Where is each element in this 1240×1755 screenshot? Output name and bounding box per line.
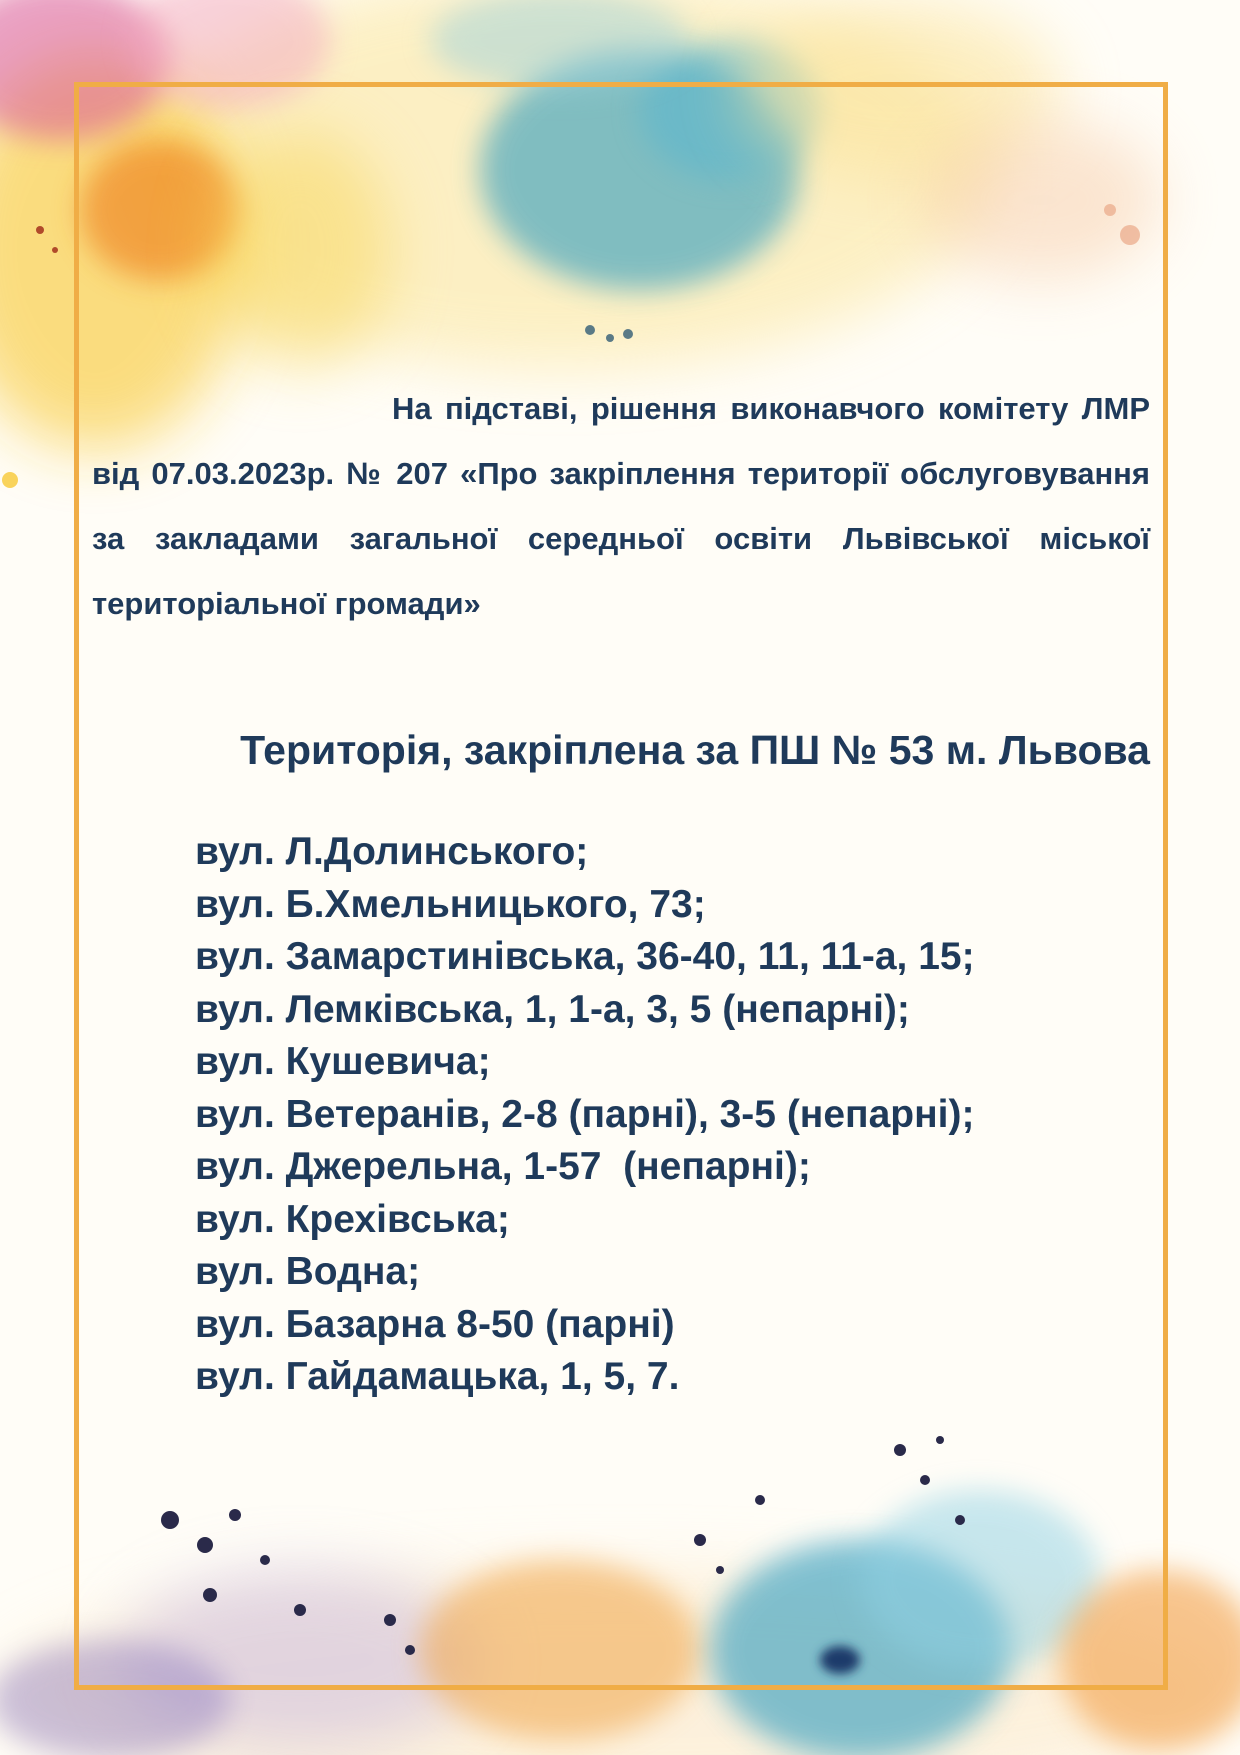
street-list-item: вул. Лемківська, 1, 1-а, 3, 5 (непарні); bbox=[195, 987, 910, 1031]
intro-paragraph: На підставі, рішення виконавчого комітету ЛМР від 07.03.2023р. № 207 «Про закріплення території обслуговування за закладами загальної середньої освіти Львівської міської територіальної громади» bbox=[92, 391, 1150, 621]
street-list-item: вул. Гайдамацька, 1, 5, 7. bbox=[195, 1355, 680, 1398]
street-list-item: вул. Л.Долинського; bbox=[195, 830, 589, 873]
street-list-item: вул. Джерельна, 1-57 (непарні); bbox=[195, 1145, 811, 1188]
street-list bbox=[195, 826, 1155, 1404]
street-list-item: вул. Замарстинівська, 36-40, 11, 11-а, 15; bbox=[195, 935, 975, 978]
street-list-item: вул. Крехівська; bbox=[195, 1197, 510, 1241]
street-list-item: вул. Ветеранів, 2-8 (парні), 3-5 (непарні); bbox=[195, 1092, 975, 1136]
street-list-item: вул. Водна; bbox=[195, 1250, 421, 1293]
street-list-item: вул. Б.Хмельницького, 73; bbox=[195, 882, 706, 926]
street-list-item: вул. Базарна 8-50 (парні) bbox=[195, 1302, 675, 1346]
territory-title: Територія, закріплена за ПШ № 53 м. Львова bbox=[240, 727, 1150, 773]
street-list-item: вул. Кушевича; bbox=[195, 1040, 491, 1083]
